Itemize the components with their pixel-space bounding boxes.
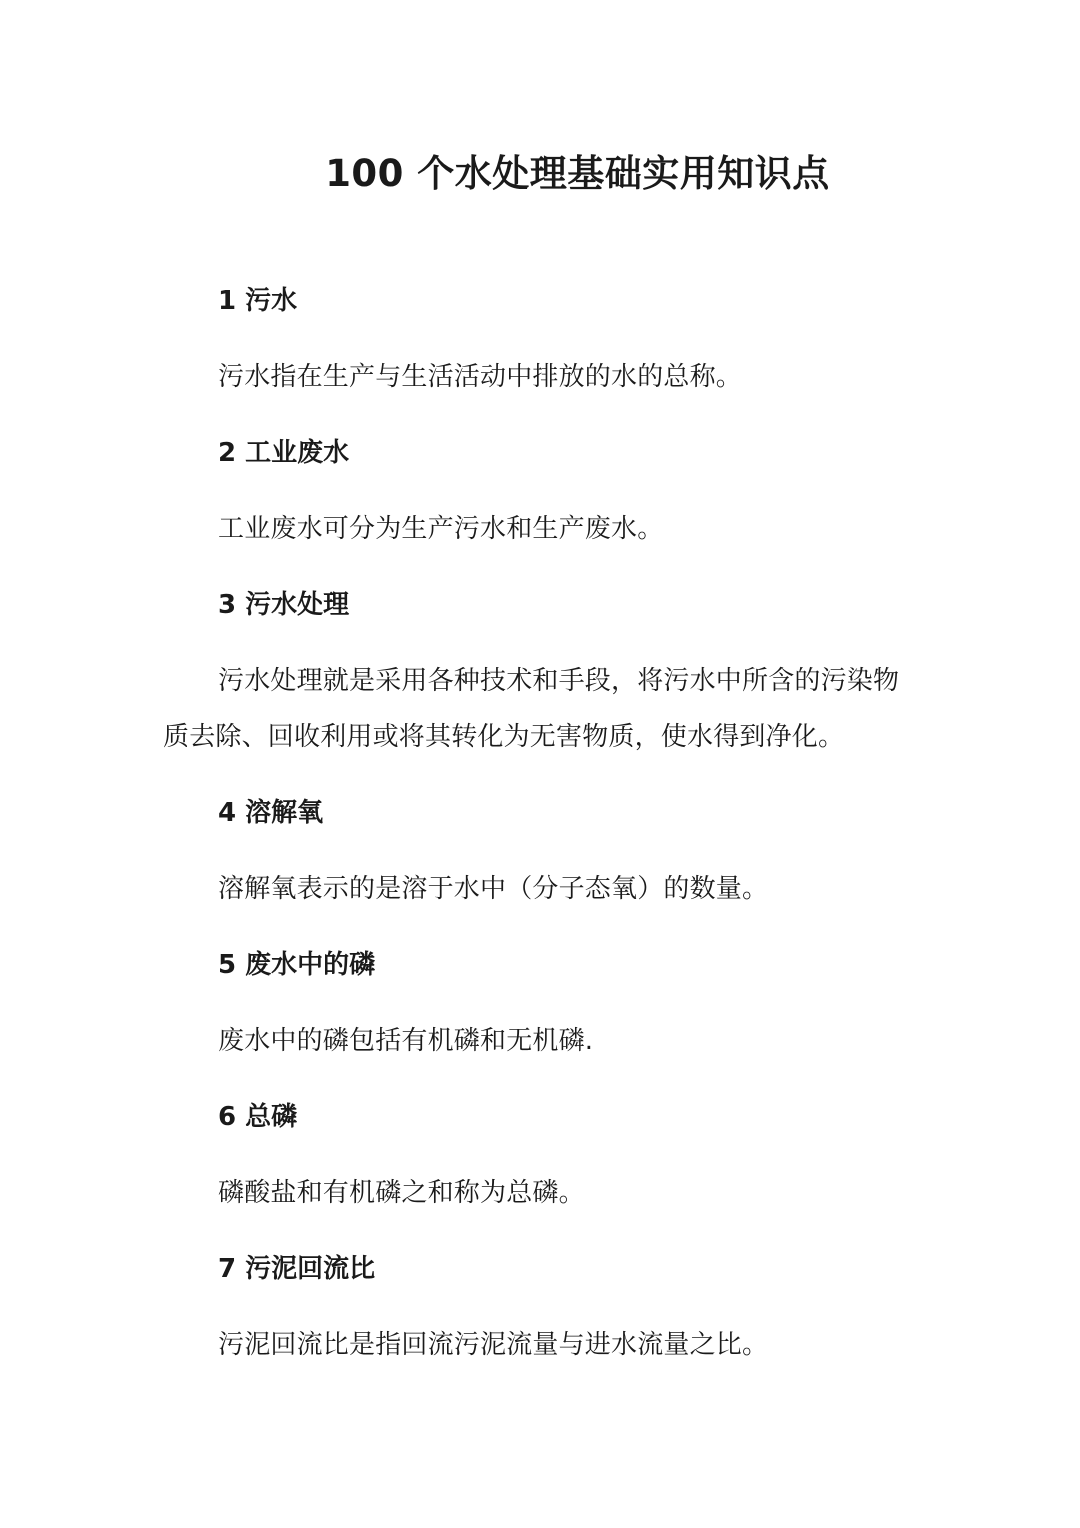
section-body: 废水中的磷包括有机磷和无机磷. <box>218 1026 594 1056</box>
document-content <box>163 275 923 1395</box>
section-2 <box>163 427 923 557</box>
section-heading: 6 总磷 <box>218 1102 298 1132</box>
section-1 <box>163 275 923 405</box>
section-heading: 1 污水 <box>218 286 298 316</box>
section-heading: 3 污水处理 <box>218 590 350 620</box>
section-5 <box>163 939 923 1069</box>
section-3 <box>163 579 923 765</box>
section-6 <box>163 1091 923 1221</box>
section-7 <box>163 1243 923 1373</box>
section-heading: 7 污泥回流比 <box>218 1254 376 1284</box>
section-heading: 2 工业废水 <box>218 438 350 468</box>
section-body: 污水指在生产与生活活动中排放的水的总称。 <box>218 362 743 392</box>
section-heading: 5 废水中的磷 <box>218 950 376 980</box>
section-4 <box>163 787 923 917</box>
section-body: 工业废水可分为生产污水和生产废水。 <box>218 514 664 544</box>
section-body: 污水处理就是采用各种技术和手段，将污水中所含的污染物质去除、回收利用或将其转化为无害物质，使水得到净化。 <box>163 666 900 752</box>
page-title: 100 个水处理基础实用知识点 <box>325 152 830 195</box>
section-body: 污泥回流比是指回流污泥流量与进水流量之比。 <box>218 1330 769 1360</box>
section-body: 溶解氧表示的是溶于水中（分子态氧）的数量。 <box>218 874 769 904</box>
section-heading: 4 溶解氧 <box>218 798 324 828</box>
section-body: 磷酸盐和有机磷之和称为总磷。 <box>218 1178 585 1208</box>
